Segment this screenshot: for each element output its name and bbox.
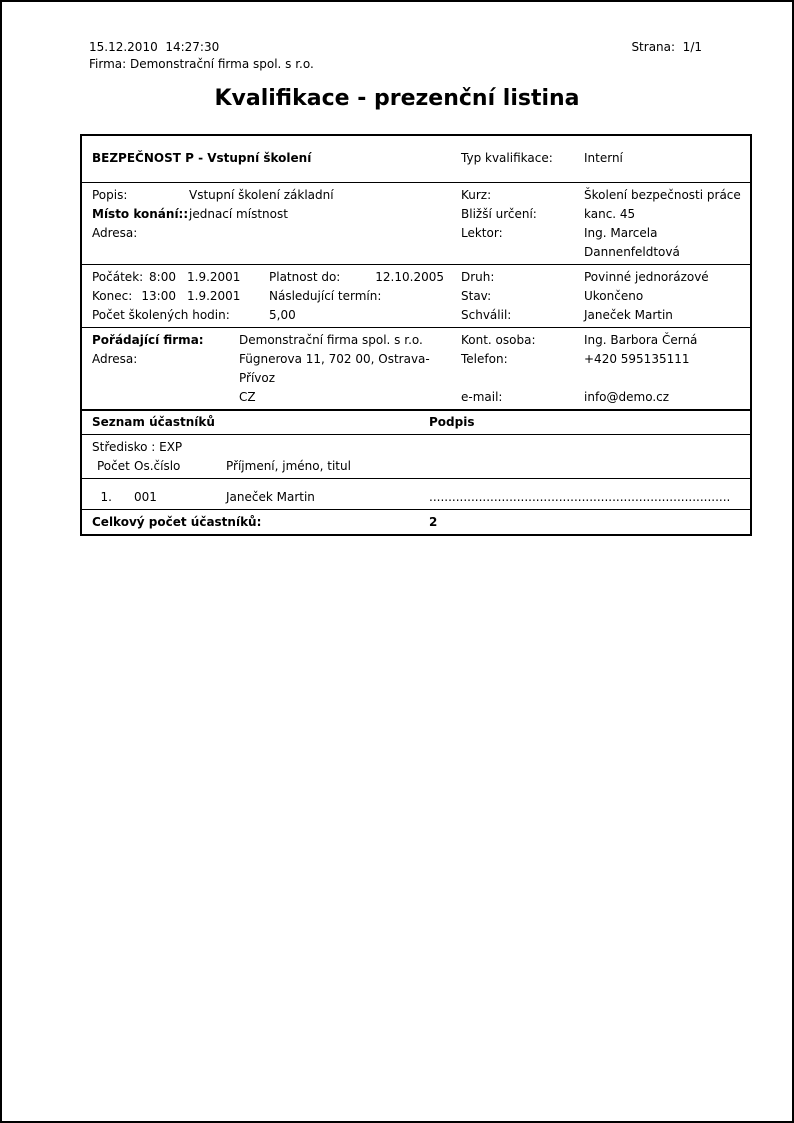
schvalil-value: Janeček Martin (584, 308, 673, 322)
stav-value: Ukončeno (584, 289, 644, 303)
participant-index: 1. (100, 490, 112, 504)
department-row (92, 438, 742, 457)
next-term-cell (269, 287, 444, 306)
email-value: info@demo.cz (584, 390, 670, 404)
misto-label: Místo konání:: (92, 207, 189, 221)
schedule-row (92, 306, 742, 325)
organizer-firm-value: Demonstrační firma spol. s r.o. (239, 333, 423, 347)
organizer-row (92, 331, 742, 350)
organizer-firm-label: Pořádající firma: (92, 333, 204, 347)
signature-line: ............................................................................... (429, 490, 731, 504)
druh-label: Druh: (461, 270, 495, 284)
description-row (92, 224, 742, 262)
print-datetime: 15.12.2010 14:27:30 (89, 40, 220, 54)
phone-label: Telefon: (461, 352, 508, 366)
total-label: Celkový počet účastníků: (92, 515, 262, 529)
qualification-card (80, 134, 752, 536)
start-time: 8:00 (149, 270, 176, 284)
page-meta (89, 40, 702, 54)
participants-header: Seznam účastníků (92, 415, 215, 429)
end-cell (92, 287, 176, 306)
col-number-header: Os.číslo (134, 459, 181, 473)
misto-value: jednací místnost (189, 207, 288, 221)
signature-header: Podpis (429, 415, 475, 429)
organizer-country: CZ (239, 390, 256, 404)
department-label: Středisko : EXP (92, 440, 183, 454)
end-date: 1.9.2001 (187, 289, 241, 303)
kurz-value: Školení bezpečnosti práce (584, 188, 741, 202)
lektor-label: Lektor: (461, 226, 503, 240)
start-cell (92, 268, 176, 287)
contact-label: Kont. osoba: (461, 333, 536, 347)
organizer-address-value: Fügnerova 11, 702 00, Ostrava-Přívoz (239, 352, 430, 385)
email-label: e-mail: (461, 390, 503, 404)
report-title: Kvalifikace - prezenční listina (214, 86, 580, 111)
page-number: Strana: 1/1 (631, 40, 702, 54)
total-row (82, 510, 750, 534)
organizer-row (92, 350, 742, 388)
spacer (444, 268, 461, 287)
participants-header-row (82, 411, 750, 435)
start-label: Počátek: (92, 270, 144, 284)
validity-label: Platnost do: (269, 270, 341, 284)
company-line: Firma: Demonstrační firma spol. s r.o. (89, 57, 314, 71)
kurz-label: Kurz: (461, 188, 492, 202)
spacer (444, 287, 461, 306)
schvalil-label: Schválil: (461, 308, 512, 322)
blizsi-urceni-label: Bližší určení: (461, 207, 537, 221)
adresa-label: Adresa: (92, 226, 138, 240)
popis-value: Vstupní školení základní (189, 188, 334, 202)
organizer-section (82, 328, 750, 411)
col-count-header: Počet (97, 459, 130, 473)
participants-list (82, 479, 750, 510)
end-label: Konec: (92, 289, 133, 303)
organizer-row (92, 388, 742, 407)
schedule-row (92, 287, 742, 306)
total-value: 2 (429, 515, 438, 529)
organizer-address-label: Adresa: (92, 352, 138, 366)
popis-label: Popis: (92, 188, 128, 202)
schedule-section (82, 265, 750, 328)
spacer (444, 306, 461, 325)
hours-value: 5,00 (269, 308, 296, 322)
adresa-value (189, 224, 461, 262)
next-term-label: Následující termín: (269, 289, 382, 303)
phone-value: +420 595135111 (584, 352, 690, 366)
blizsi-urceni-value: kanc. 45 (584, 207, 636, 221)
type-value: Interní (584, 151, 623, 165)
columns-header-row (92, 457, 742, 476)
participant-row (92, 488, 742, 507)
spacer (92, 388, 239, 407)
description-row (92, 186, 742, 205)
validity-cell (269, 268, 444, 287)
hours-label: Počet školených hodin: (92, 308, 230, 322)
type-label: Typ kvalifikace: (461, 151, 553, 165)
end-time: 13:00 (141, 289, 176, 303)
validity-value: 12.10.2005 (375, 270, 444, 284)
qualification-header-row (82, 136, 750, 183)
col-name-header: Příjmení, jméno, titul (226, 459, 351, 473)
druh-value: Povinné jednorázové (584, 270, 709, 284)
qualification-name: BEZPEČNOST P - Vstupní školení (92, 151, 312, 165)
schedule-row (92, 268, 742, 287)
description-section (82, 183, 750, 265)
contact-value: Ing. Barbora Černá (584, 333, 698, 347)
participant-number: 001 (134, 490, 157, 504)
start-date: 1.9.2001 (187, 270, 241, 284)
description-row (92, 205, 742, 224)
stav-label: Stav: (461, 289, 492, 303)
lektor-value: Ing. Marcela Dannenfeldtová (584, 226, 680, 259)
participant-name: Janeček Martin (226, 490, 315, 504)
participants-columns-section (82, 435, 750, 479)
